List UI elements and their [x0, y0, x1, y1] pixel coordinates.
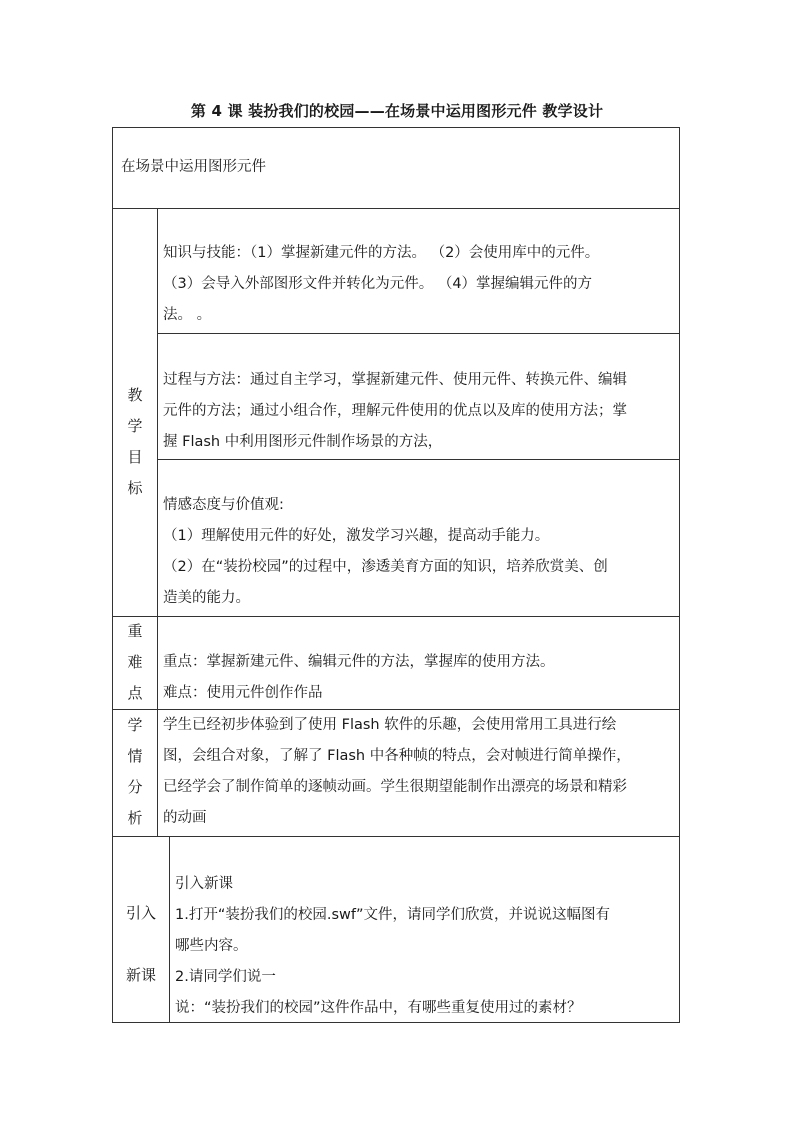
- row-divider: [113, 208, 679, 209]
- text-line: 说：“装扮我们的校园”这件作品中，有哪些重复使用过的素材？: [175, 1000, 582, 1016]
- row-divider: [113, 836, 679, 837]
- label-char: 学: [127, 716, 143, 734]
- keypoints-label: [113, 616, 157, 709]
- text-line: 元件的方法；通过小组合作，理解元件使用的优点以及库的使用方法；掌: [163, 403, 627, 419]
- intro-label: [113, 898, 169, 991]
- text-line: 情感态度与价值观:: [163, 497, 284, 513]
- text-line: （1）理解使用元件的好处，激发学习兴趣，提高动手能力。: [163, 528, 550, 544]
- text-line: 握 Flash 中利用图形元件制作场景的方法，: [163, 434, 443, 450]
- label-char: 目: [127, 448, 143, 466]
- text-line: 过程与方法：通过自主学习，掌握新建元件、使用元件、转换元件、编辑: [163, 372, 627, 388]
- text-line: 难点：使用元件创作作品: [163, 685, 323, 701]
- label-line: 引入: [125, 904, 156, 922]
- label-char: 教: [127, 386, 143, 404]
- label-char: 情: [127, 747, 143, 765]
- attitude-values-text: [163, 490, 677, 614]
- text-line: 法。 。: [163, 307, 212, 323]
- row-divider: [157, 459, 679, 460]
- label-char: 标: [127, 479, 143, 497]
- text-line: 1.打开“装扮我们的校园.swf”文件，请同学们欣赏，并说说这幅图有: [175, 907, 610, 923]
- column-divider: [157, 208, 158, 836]
- text-line: 已经学会了制作简单的逐帧动画。学生很期望能制作出漂亮的场景和精彩: [163, 779, 627, 795]
- label-char: 难: [127, 653, 143, 671]
- lesson-plan-table: [112, 127, 680, 1023]
- keypoints-text: [163, 647, 677, 709]
- row-divider: [157, 333, 679, 334]
- label-line: 新课: [125, 966, 156, 984]
- label-char: 析: [127, 809, 143, 827]
- text-line: （2）在“装扮校园”的过程中，渗透美育方面的知识，培养欣赏美、创: [163, 559, 608, 575]
- process-method-text: [163, 365, 677, 458]
- intro-text: [175, 869, 677, 1024]
- text-line: 2.请同学们说一: [175, 969, 276, 985]
- text-line: 知识与技能：（1）掌握新建元件的方法。 （2）会使用库中的元件。: [163, 245, 600, 261]
- text-line: （3）会导入外部图形文件并转化为元件。 （4）掌握编辑元件的方: [163, 276, 593, 292]
- text-line: 学生已经初步体验到了使用 Flash 软件的乐趣，会使用常用工具进行绘: [163, 717, 617, 733]
- analysis-label: [113, 710, 157, 834]
- column-divider: [169, 836, 170, 1022]
- row-divider: [113, 616, 679, 617]
- topic-text: 在场景中运用图形元件: [121, 159, 266, 175]
- label-char: 分: [127, 778, 143, 796]
- label-char: 学: [127, 417, 143, 435]
- label-spacer: [113, 929, 169, 960]
- text-line: 引入新课: [175, 876, 233, 892]
- objectives-label: [113, 380, 157, 504]
- text-line: 重点：掌握新建元件、编辑元件的方法，掌握库的使用方法。: [163, 654, 555, 670]
- text-line: 图，会组合对象，了解了 Flash 中各种帧的特点，会对帧进行简单操作，: [163, 748, 631, 764]
- label-char: 点: [127, 684, 143, 702]
- text-line: 的动画: [163, 810, 207, 826]
- label-char: 重: [127, 622, 143, 640]
- text-line: 哪些内容。: [175, 938, 248, 954]
- student-analysis-text: [163, 710, 677, 834]
- document-title: 第 4 课 装扮我们的校园——在场景中运用图形元件 教学设计: [190, 102, 604, 120]
- knowledge-skills-text: [163, 238, 677, 331]
- text-line: 造美的能力。: [163, 590, 250, 606]
